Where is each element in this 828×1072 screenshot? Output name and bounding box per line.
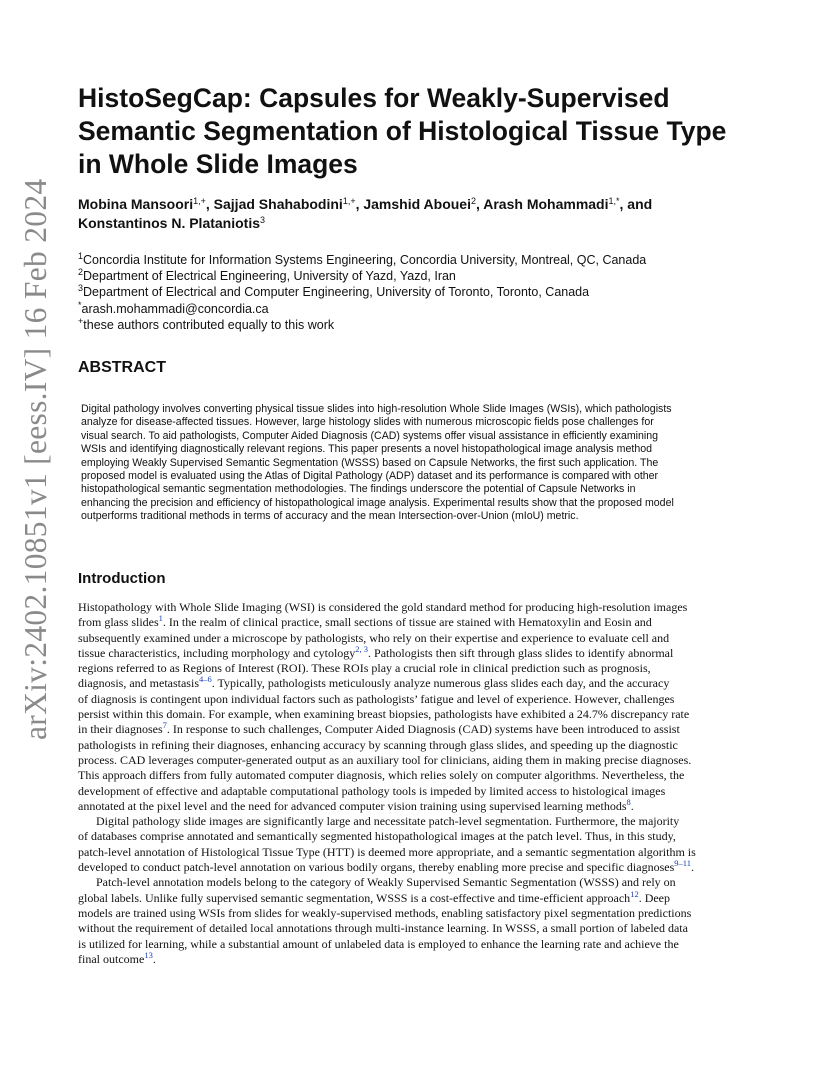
body-line: Patch-level annotation models belong to the category of Weakly Supervised Semantic Segmentation (WSSS) and rely on <box>96 875 676 890</box>
body-text: tissue characteristics, including morphology and cytology <box>78 645 356 660</box>
arxiv-side-stamp: arXiv:2402.10851v1 [eess.IV] 16 Feb 2024 <box>18 178 53 740</box>
abstract-line: proposed model is evaluated using the Atlas of Digital Pathology (ADP) dataset and its performance is compared with other <box>81 470 659 483</box>
author-name: , Arash Mohammadi <box>475 196 609 212</box>
citation-link[interactable]: 12 <box>630 888 639 899</box>
author-name: Konstantinos N. Plataniotis <box>78 215 261 231</box>
body-line <box>78 615 758 630</box>
abstract-line: Digital pathology involves converting physical tissue slides into high-resolution Whole Slide Images (WSIs), which pathologists <box>81 403 672 415</box>
affiliation-mark: 2 <box>78 267 84 278</box>
body-text: . Typically, pathologists meticulously analyze numerous glass slides each day, and the accuracy <box>211 676 670 691</box>
body-text: from glass slides <box>78 615 159 630</box>
citation-link[interactable]: 7 <box>162 720 167 731</box>
affiliation-mark: 3 <box>78 283 84 294</box>
body-line: models are trained using WSIs from slides for weakly-supervised methods, enabling satisfactory pixel segmentation predictions <box>78 905 692 920</box>
body-line <box>78 949 758 967</box>
author-name: , Jamshid Abouei <box>355 196 471 212</box>
affiliation-mark: * <box>78 299 82 310</box>
body-line <box>78 722 758 737</box>
body-line <box>78 860 758 875</box>
author-name: Mobina Mansoori <box>78 196 194 212</box>
body-line: without the requirement of detailed local annotations through multi-instance learning. In WSSS, a small portion of labeled data <box>78 921 688 936</box>
body-line: Histopathology with Whole Slide Imaging (WSI) is considered the gold standard method for producing high-resolution images <box>78 600 688 614</box>
affiliation-item <box>78 317 778 333</box>
body-line: is utilized for learning, while a substantial amount of unlabeled data is employed to enhance the learning rate and achieve the <box>78 936 679 951</box>
body-line: Digital pathology slide images are significantly large and necessitate patch-level segmentation. Furthermore, the majority <box>96 814 680 829</box>
body-text: . <box>152 951 156 966</box>
author-affil-mark: 1,+ <box>193 196 206 206</box>
body-text: global labels. Unlike fully supervised semantic segmentation, WSSS is a cost-effective and time-efficient approach <box>78 890 631 905</box>
body-line: of diagnosis is contingent upon individual factors such as pathologists’ fatigue and level of experience. However, challenges <box>78 691 675 706</box>
body-line: process. CAD leverages computer-generated output as an auxiliary tool for clinicians, aiding them in making precise diagnoses. <box>78 752 692 767</box>
body-line: of databases comprise annotated and semantically segmented histopathological images at the patch level. Thus, in this study, <box>78 829 676 844</box>
citation-link[interactable]: 9–11 <box>674 858 691 869</box>
abstract-line: outperforms traditional methods in terms of accuracy and the mean Intersection-over-Union (mIoU) metric. <box>81 510 579 523</box>
body-line: development of effective and adaptable computational pathology tools is impeded by limited access to histological images <box>78 783 666 798</box>
body-text: . Pathologists then sift through glass slides to identify abnormal <box>368 645 674 660</box>
abstract-line: employing Weakly Supervised Semantic Segmentation (WSSS) based on Capsule Networks, the first such application. The <box>81 456 659 469</box>
body-text: developed to conduct patch-level annotation on various bodily organs, thereby enabling more precise and specific diagnoses <box>78 860 675 875</box>
introduction-heading: Introduction <box>78 570 166 587</box>
body-text: final outcome <box>78 951 145 966</box>
citation-link[interactable]: 8 <box>626 796 631 807</box>
body-line <box>78 796 758 814</box>
body-line <box>78 643 758 661</box>
citation-link[interactable]: 13 <box>144 949 153 960</box>
body-line: patch-level annotation of Histological Tissue Type (HTT) is deemed more appropriate, and a semantic segmentation algorithm is <box>78 844 696 859</box>
body-line: pathologists in refining their diagnoses, enhancing accuracy by scanning through glass slides, and speeding up the diagnostic <box>78 737 678 752</box>
body-line: This approach differs from fully automated computer diagnosis, which relies solely on computer algorithms. Nevertheless, the <box>78 768 685 783</box>
affiliation-item <box>78 284 778 300</box>
citation-link[interactable]: 4–6 <box>198 674 212 685</box>
author-affil-mark: 2 <box>470 196 476 206</box>
affiliation-item <box>78 301 778 317</box>
abstract-body <box>81 403 751 524</box>
abstract-line: visual search. To aid pathologists, Computer Aided Diagnosis (CAD) systems offer visual assistance in efficiently examining <box>81 429 659 442</box>
abstract-line: enhancing the precision and efficiency of histopathological image analysis. Experimental results show that the proposed model <box>81 496 674 509</box>
body-text: . In the realm of clinical practice, small sections of tissue are stained with Hematoxylin and Eosin and <box>162 615 652 630</box>
abstract-line: WSIs and identifying diagnostically relevant regions. This paper presents a novel histopathological image analysis method <box>81 443 653 456</box>
affiliation-item <box>78 268 778 284</box>
body-text: . In response to such challenges, Computer Aided Diagnosis (CAD) systems have been introduced to assist <box>166 722 680 737</box>
affiliation-mark: 1 <box>78 251 84 261</box>
author-connector: , and <box>619 196 653 212</box>
body-line: regions referred to as Regions of Interest (ROI). These ROIs play a crucial role in clinical prediction such as prognosis, <box>78 661 651 676</box>
affiliation-text: these authors contributed equally to this work <box>83 317 335 332</box>
affiliation-item <box>78 252 778 268</box>
author-affil-mark: 1,* <box>608 196 620 206</box>
body-text: in their diagnoses <box>78 722 163 737</box>
affiliation-mark: + <box>78 315 84 326</box>
affiliation-text: Concordia Institute for Information Systems Engineering, Concordia University, Montreal, QC, Canada <box>83 253 647 267</box>
title-line: in Whole Slide Images <box>78 149 358 179</box>
body-text: . <box>690 860 694 875</box>
body-text: . <box>630 798 634 813</box>
citation-link[interactable]: 1 <box>158 613 163 624</box>
body-text: diagnosis, and metastasis <box>78 676 199 691</box>
abstract-line: histopathological semantic segmentation methodologies. The findings underscore the potential of Capsule Networks in <box>81 483 636 496</box>
author-line <box>78 195 768 214</box>
corresponding-email[interactable]: arash.mohammadi@concordia.ca <box>81 301 269 316</box>
body-text: . Deep <box>638 890 671 905</box>
body-text: annotated at the pixel level and the need for advanced computer vision training using supervised learning methods <box>78 798 627 813</box>
abstract-heading: ABSTRACT <box>78 359 166 376</box>
affiliation-text: Department of Electrical Engineering, University of Yazd, Yazd, Iran <box>83 269 456 284</box>
citation-link[interactable]: 2, 3 <box>355 643 369 654</box>
introduction-body <box>78 600 758 967</box>
body-line: subsequently examined under a microscope by pathologists, who rely on their expertise and experience to evaluate cell and <box>78 630 670 645</box>
paper-title <box>78 82 778 181</box>
author-affil-mark: 1,+ <box>342 196 356 206</box>
author-list <box>78 195 768 233</box>
title-line: Semantic Segmentation of Histological Tissue Type <box>78 116 727 146</box>
title-line: HistoSegCap: Capsules for Weakly-Supervised <box>78 83 670 113</box>
body-line <box>78 676 758 691</box>
body-line <box>78 888 758 906</box>
affiliation-text: Department of Electrical and Computer Engineering, University of Toronto, Toronto, Canada <box>83 285 590 300</box>
abstract-line: analyze for disease-affected tissues. However, large histology slides with numerous microscopic fields pose challenges for <box>81 416 654 429</box>
author-line <box>78 214 768 233</box>
affiliation-list <box>78 252 778 333</box>
body-line: persist within this domain. For example, when examining breast biopsies, pathologists have exhibited a 24.7% discrepancy rate <box>78 707 690 722</box>
author-affil-mark: 3 <box>260 215 266 225</box>
author-name: , Sajjad Shahabodini <box>205 196 343 212</box>
